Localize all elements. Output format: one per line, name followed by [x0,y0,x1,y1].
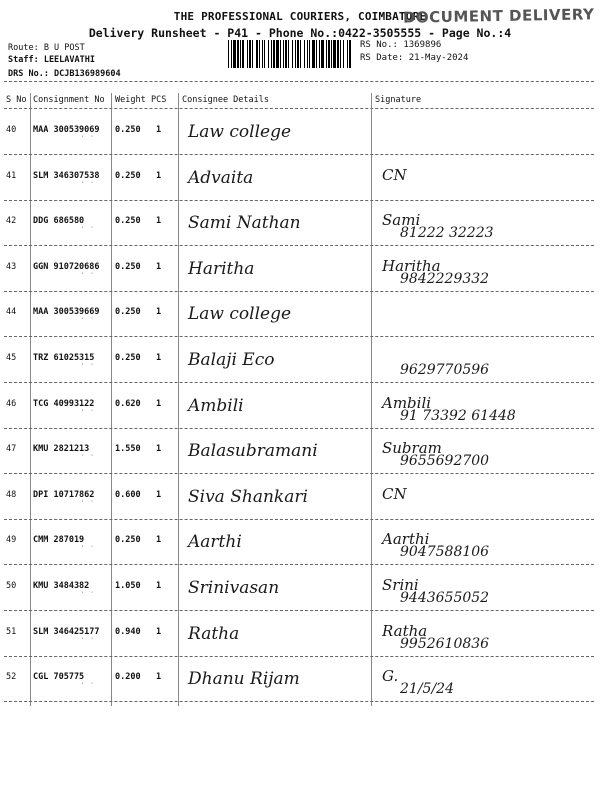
header-divider [4,81,594,82]
row-divider [4,656,594,657]
row-pcs: 1 [156,307,162,317]
barcode [228,40,352,68]
tick-marks: ˙ ˙ [80,135,95,144]
row-pcs: 1 [156,353,162,363]
signature-handwriting: Ambili [382,394,432,412]
row-weight: 0.250 [115,353,141,363]
column-header-divider [4,108,594,109]
document-delivery-stamp: DOCUMENT DELIVERY [402,5,595,27]
row-pcs: 1 [156,581,162,591]
row-sno: 47 [6,444,17,454]
row-divider [4,336,594,337]
row-weight: 0.200 [115,672,141,682]
row-divider [4,200,594,201]
col-signature: Signature [375,95,422,105]
row-pcs: 1 [156,627,162,637]
tick-marks: ˙ ˙ [80,226,95,235]
row-weight: 0.600 [115,490,141,500]
col-separator [371,93,372,706]
col-consignment: Consignment No [33,95,105,105]
consignee-handwriting: Ambili [188,396,244,416]
phone-handwriting: 9047588106 [400,544,490,560]
signature-handwriting: CN [382,166,407,184]
signature-handwriting: Sami [382,211,421,229]
row-consignment: SLM 346307538 [33,171,100,181]
row-sno: 46 [6,399,17,409]
staff-label: Staff: LEELAVATHI [8,55,95,65]
row-consignment: CGL 705775 [33,672,85,682]
row-sno: 42 [6,216,17,226]
consignee-handwriting: Balasubramani [188,441,318,461]
consignee-handwriting: Sami Nathan [188,213,301,233]
row-weight: 0.250 [115,171,141,181]
row-sno: 44 [6,307,17,317]
row-sno: 50 [6,581,17,591]
row-weight: 0.620 [115,399,141,409]
row-divider [4,701,594,702]
row-weight: 0.250 [115,216,141,226]
consignee-handwriting: Aarthi [188,532,242,552]
tick-marks: ˙ ˙ [80,181,95,190]
row-sno: 43 [6,262,17,272]
row-consignment: TRZ 61025315 [33,353,95,363]
consignee-handwriting: Law college [188,122,292,142]
col-pcs: PCS [151,95,167,105]
signature-handwriting: Aarthi [382,530,430,548]
row-weight: 0.250 [115,125,141,135]
signature-handwriting: Ratha [382,622,428,640]
col-consignee: Consignee Details [182,95,269,105]
row-weight: 0.940 [115,627,141,637]
row-consignment: MAA 300539069 [33,125,100,135]
row-weight: 0.250 [115,307,141,317]
row-divider [4,382,594,383]
row-consignment: KMU 3484382 [33,581,90,591]
runsheet-subtitle: Delivery Runsheet - P41 - Phone No.:0422-3505555 - Page No.:4 [88,26,512,40]
row-pcs: 1 [156,444,162,454]
row-divider [4,291,594,292]
phone-handwriting: 9655692700 [400,453,490,469]
drs-number: DRS No.: DCJB136989604 [8,69,121,79]
tick-marks: ˙ ˙ [80,591,95,600]
row-pcs: 1 [156,672,162,682]
phone-handwriting: 9443655052 [400,590,490,606]
runsheet-title: THE PROFESSIONAL COURIERS, COIMBATORE [173,10,427,23]
phone-handwriting: 21/5/24 [400,681,454,697]
row-sno: 48 [6,490,17,500]
consignee-handwriting: Balaji Eco [188,350,275,370]
tick-marks: ˙ ˙ [80,682,95,691]
signature-handwriting: Haritha [382,257,441,275]
row-pcs: 1 [156,216,162,226]
tick-marks: ˙ ˙ [80,409,95,418]
consignee-handwriting: Haritha [188,259,255,279]
row-sno: 51 [6,627,17,637]
signature-handwriting: Subram [382,439,442,457]
rs-date: RS Date: 21-May-2024 [360,53,469,63]
row-divider [4,519,594,520]
tick-marks: ˙ ˙ [80,363,95,372]
row-weight: 1.550 [115,444,141,454]
row-consignment: DDG 686580 [33,216,85,226]
phone-handwriting: 9842229332 [400,271,490,287]
col-separator [111,93,112,706]
col-sno: S No [6,95,27,105]
row-consignment: MAA 300539669 [33,307,100,317]
row-pcs: 1 [156,535,162,545]
row-divider [4,428,594,429]
consignee-handwriting: Law college [188,304,292,324]
row-sno: 52 [6,672,17,682]
rs-number: RS No.: 1369896 [360,40,442,50]
phone-handwriting: 81222 32223 [400,225,494,241]
signature-handwriting: G. [382,667,399,685]
consignee-handwriting: Ratha [188,624,240,644]
signature-handwriting: Srini [382,576,419,594]
row-divider [4,610,594,611]
row-divider [4,245,594,246]
col-separator [178,93,179,706]
consignee-handwriting: Siva Shankari [188,487,308,507]
row-pcs: 1 [156,125,162,135]
phone-handwriting: 9629770596 [400,362,490,378]
row-consignment: GGN 910720686 [33,262,100,272]
row-weight: 0.250 [115,535,141,545]
row-pcs: 1 [156,490,162,500]
row-weight: 1.050 [115,581,141,591]
tick-marks: ˙ ˙ [80,637,95,646]
col-weight: Weight [115,95,146,105]
tick-marks: ˙ ˙ [80,317,95,326]
tick-marks: ˙ ˙ [80,272,95,281]
row-divider [4,154,594,155]
row-sno: 41 [6,171,17,181]
tick-marks: ˙ ˙ [80,500,95,509]
route-label: Route: B U POST [8,43,85,53]
row-consignment: DPI 10717862 [33,490,95,500]
row-consignment: TCG 40993122 [33,399,95,409]
row-sno: 49 [6,535,17,545]
row-divider [4,473,594,474]
row-divider [4,564,594,565]
row-pcs: 1 [156,399,162,409]
phone-handwriting: 91 73392 61448 [400,408,516,424]
consignee-handwriting: Srinivasan [188,578,280,598]
row-consignment: SLM 346425177 [33,627,100,637]
row-sno: 45 [6,353,17,363]
tick-marks: ˙ ˙ [80,545,95,554]
row-pcs: 1 [156,171,162,181]
row-sno: 40 [6,125,17,135]
phone-handwriting: 9952610836 [400,636,490,652]
consignee-handwriting: Dhanu Rijam [188,669,300,689]
col-separator [30,93,31,706]
signature-handwriting: CN [382,485,407,503]
row-consignment: KMU 2821213 [33,444,90,454]
consignee-handwriting: Advaita [188,168,254,188]
row-weight: 0.250 [115,262,141,272]
tick-marks: ˙ ˙ [80,454,95,463]
row-consignment: CMM 287019 [33,535,85,545]
row-pcs: 1 [156,262,162,272]
